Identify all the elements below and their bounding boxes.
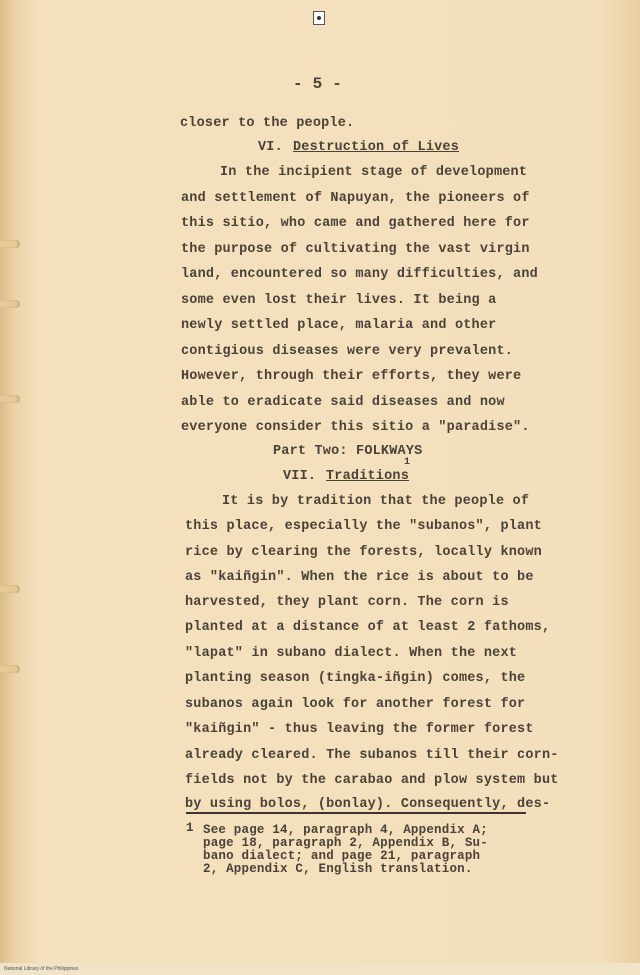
- body-line: newly settled place, malaria and other: [181, 318, 497, 333]
- body-line: planting season (tingka-iñgin) comes, the: [185, 671, 526, 686]
- footnote-line: page 18, paragraph 2, Appendix B, Su-: [203, 836, 488, 850]
- body-line: and settlement of Napuyan, the pioneers of: [181, 191, 530, 206]
- body-line: rice by clearing the forests, locally known: [185, 545, 542, 560]
- body-line: able to eradicate said diseases and now: [181, 395, 505, 410]
- body-line: by using bolos, (bonlay). Consequently, des-: [185, 797, 551, 812]
- archive-label: National Library of the Philippines: [4, 966, 79, 972]
- footnote-line: 2, Appendix C, English translation.: [203, 862, 473, 876]
- footnote-line: See page 14, paragraph 4, Appendix A;: [203, 823, 488, 837]
- scan-marker-icon: [313, 11, 325, 25]
- page-number: - 5 -: [293, 75, 343, 93]
- footnote-divider: [186, 812, 526, 814]
- section-heading: Traditions: [326, 469, 410, 484]
- part-heading: Part Two: FOLKWAYS: [273, 444, 423, 459]
- body-line: It is by tradition that the people of: [222, 494, 530, 509]
- body-line: this sitio, who came and gathered here for: [181, 216, 530, 231]
- body-line: contigious diseases were very prevalent.: [181, 344, 514, 359]
- archive-strip: [0, 963, 640, 975]
- section-heading: Destruction of Lives: [293, 140, 460, 155]
- body-line: harvested, they plant corn. The corn is: [185, 595, 509, 610]
- body-line: already cleared. The subanos till their corn-: [185, 748, 559, 763]
- body-line: as "kaiñgin". When the rice is about to be: [185, 570, 534, 585]
- body-line: "lapat" in subano dialect. When the next: [185, 646, 518, 661]
- body-line: the purpose of cultivating the vast virgin: [181, 242, 530, 257]
- body-line: However, through their efforts, they were: [181, 369, 522, 384]
- body-line: everyone consider this sitio a "paradise".: [181, 420, 530, 435]
- body-line: "kaiñgin" - thus leaving the former forest: [185, 722, 534, 737]
- footnote-reference: 1: [404, 457, 411, 468]
- footnote-line: bano dialect; and page 21, paragraph: [203, 849, 481, 863]
- body-line: subanos again look for another forest for: [185, 697, 526, 712]
- body-line: planted at a distance of at least 2 fathoms,: [185, 620, 551, 635]
- footnote-marker: 1: [186, 821, 194, 835]
- body-line: land, encountered so many difficulties, and: [181, 267, 538, 282]
- body-line: fields not by the carabao and plow system but: [185, 773, 559, 788]
- section-number: VII.: [283, 469, 317, 484]
- body-line: closer to the people.: [180, 116, 355, 131]
- section-number: VI.: [258, 140, 283, 155]
- body-line: In the incipient stage of development: [220, 165, 528, 180]
- body-line: this place, especially the "subanos", plant: [185, 519, 542, 534]
- body-line: some even lost their lives. It being a: [181, 293, 497, 308]
